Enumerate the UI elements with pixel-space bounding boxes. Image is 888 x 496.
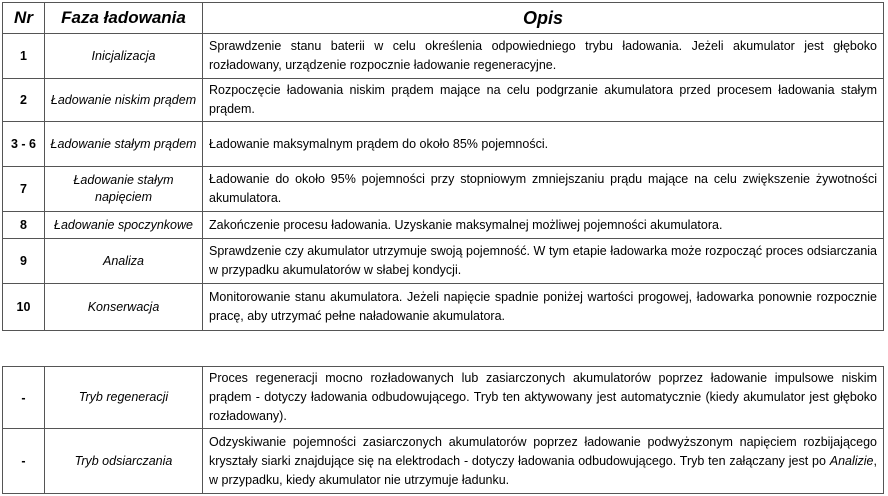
header-phase: Faza ładowania [45, 3, 203, 34]
row-number: 7 [3, 167, 45, 212]
row-description: Sprawdzenie stanu baterii w celu określenia odpowiedniego trybu ładowania. Jeżeli akumulator jest głęboko rozładowany, urządzenie rozpocznie ładowanie regeneracyjne. [203, 34, 884, 79]
table-row [3, 212, 884, 239]
table-row [3, 34, 884, 79]
row-phase: Ładowanie niskim prądem [45, 79, 203, 122]
table-row [3, 79, 884, 122]
row-description: Monitorowanie stanu akumulatora. Jeżeli napięcie spadnie poniżej wartości progowej, ładowarka ponownie rozpocznie pracę, aby utrzymać pełne naładowanie akumulatora. [203, 284, 884, 331]
row-phase: Ładowanie spoczynkowe [45, 212, 203, 239]
row-description [203, 429, 884, 494]
charging-phases-table [2, 2, 884, 331]
row-phase: Konserwacja [45, 284, 203, 331]
row-number: 1 [3, 34, 45, 79]
table-header-row [3, 3, 884, 34]
row-phase: Analiza [45, 239, 203, 284]
description-text: Odzyskiwanie pojemności zasiarczonych akumulatorów poprzez ładowanie podwyższonym napięciem rozbijającego kryształy siarki znajdujące się na elektrodach - dotyczy ładowania odbudowującego. Tryb ten załączany jest po [209, 434, 877, 468]
row-number: 8 [3, 212, 45, 239]
row-description: Proces regeneracji mocno rozładowanych lub zasiarczonych akumulatorów poprzez ładowanie impulsowe niskim prądem - dotyczy ładowania odbudowującego. Tryb ten aktywowany jest automatycznie (kiedy akumulator jest głęboko rozładowany). [203, 367, 884, 429]
row-number: - [3, 429, 45, 494]
row-number: 3 - 6 [3, 122, 45, 167]
row-number: - [3, 367, 45, 429]
table-row [3, 122, 884, 167]
table-row [3, 367, 884, 429]
description-italic-text: Analizie [829, 453, 874, 468]
description-text: , w przypadku, kiedy akumulator nie utrzymuje ładunku. [209, 453, 877, 487]
row-description: Zakończenie procesu ładowania. Uzyskanie maksymalnej możliwej pojemności akumulatora. [203, 212, 884, 239]
table-row [3, 239, 884, 284]
row-description: Rozpoczęcie ładowania niskim prądem mające na celu podgrzanie akumulatora przed procesem ładowania stałym prądem. [203, 79, 884, 122]
table-row [3, 429, 884, 494]
row-phase: Inicjalizacja [45, 34, 203, 79]
row-phase: Ładowanie stałym napięciem [45, 167, 203, 212]
special-modes-table [2, 366, 884, 494]
row-number: 9 [3, 239, 45, 284]
table-row [3, 167, 884, 212]
row-description: Ładowanie maksymalnym prądem do około 85% pojemności. [203, 122, 884, 167]
row-number: 2 [3, 79, 45, 122]
row-number: 10 [3, 284, 45, 331]
header-nr: Nr [3, 3, 45, 34]
header-description: Opis [203, 3, 884, 34]
row-phase: Ładowanie stałym prądem [45, 122, 203, 167]
table-row [3, 284, 884, 331]
row-description: Ładowanie do około 95% pojemności przy stopniowym zmniejszaniu prądu mające na celu zwiększenie żywotności akumulatora. [203, 167, 884, 212]
row-phase: Tryb regeneracji [45, 367, 203, 429]
row-description: Sprawdzenie czy akumulator utrzymuje swoją pojemność. W tym etapie ładowarka może rozpocząć proces odsiarczania w przypadku akumulatorów w słabej kondycji. [203, 239, 884, 284]
row-phase: Tryb odsiarczania [45, 429, 203, 494]
